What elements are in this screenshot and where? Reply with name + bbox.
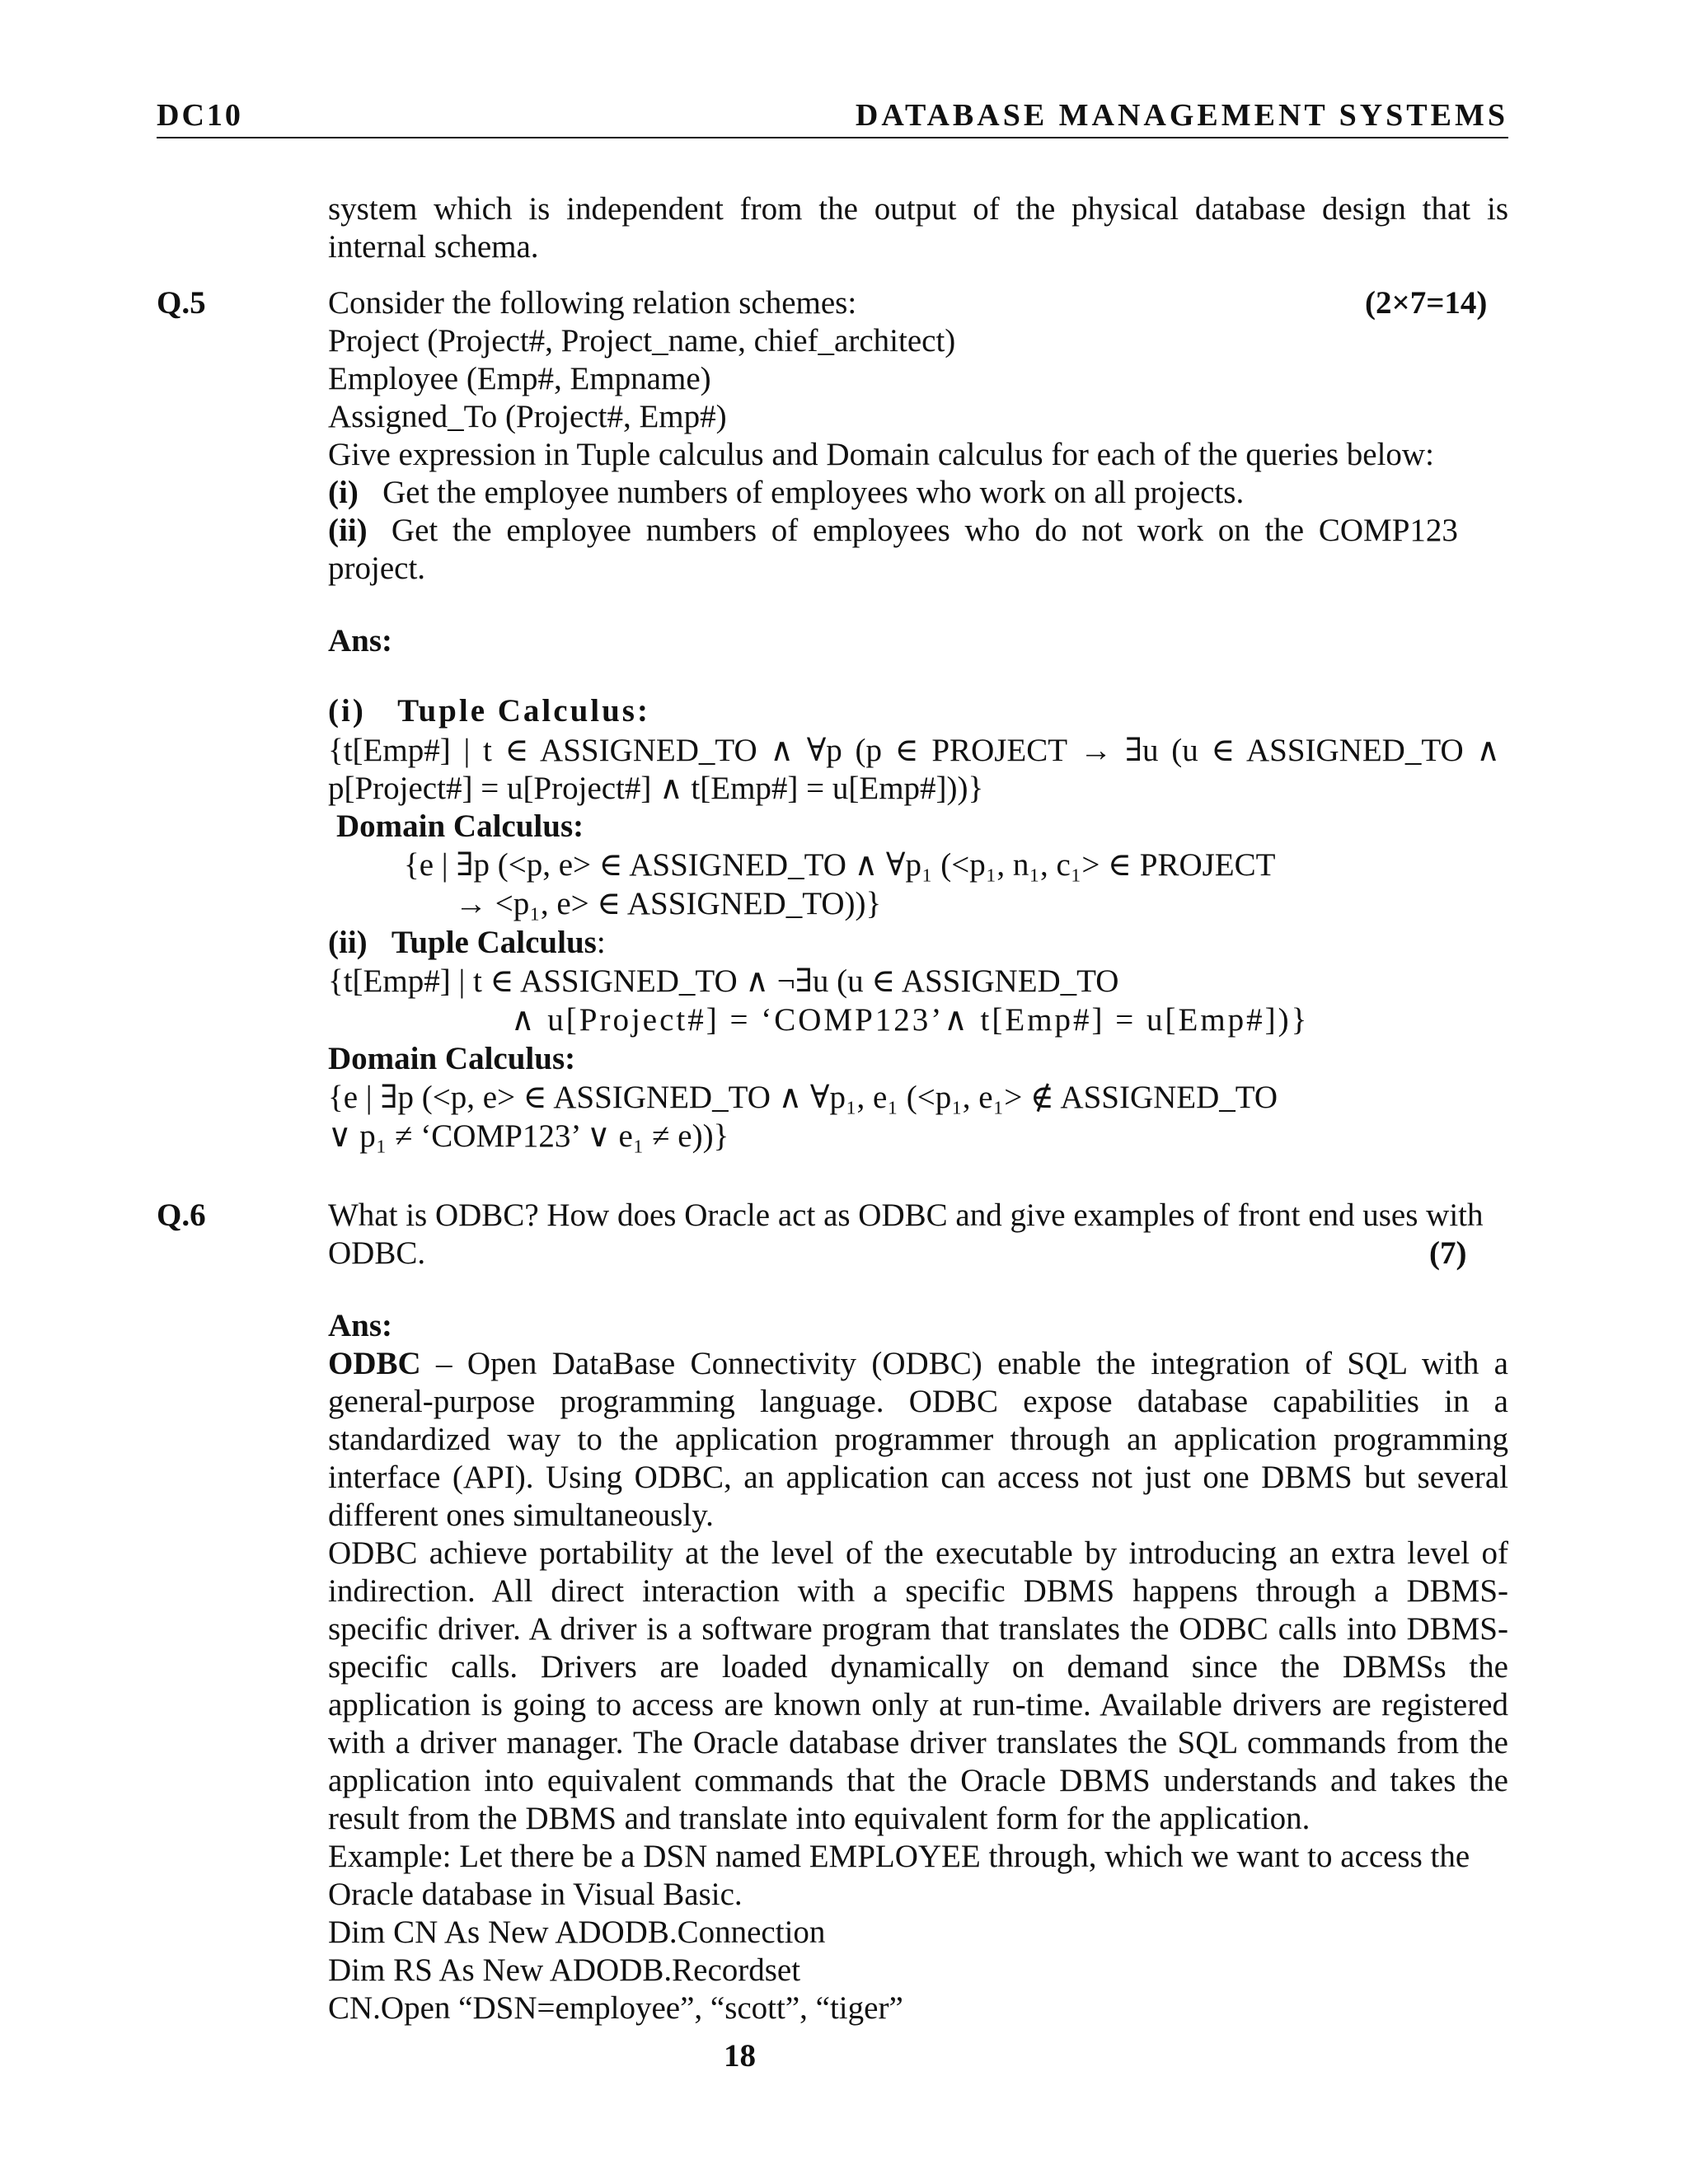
q6-para1-line-3: standardized way to the application programmer through an application programming (328, 1422, 1508, 1457)
q6-para1-line-5: different ones simultaneously. (328, 1497, 714, 1533)
q5-line-1: Consider the following relation schemes: (328, 285, 857, 321)
q6-para2-line-6: with a driver manager. The Oracle database driver translates the SQL commands from the (328, 1725, 1508, 1760)
q5-line-4: Assigned_To (Project#, Emp#) (328, 399, 727, 434)
q6-para2-line-3: specific driver. A driver is a software program that translates the ODBC calls into DBMS- (328, 1611, 1508, 1647)
q5-ii-tuple-line-1: {t[Emp#] | t ∈ ASSIGNED_TO ∧ ¬∃u (u ∈ ASSIGNED_TO (328, 963, 1119, 999)
intro-line-1: system which is independent from the output of the physical database design that is (328, 191, 1508, 227)
q6-code-line-3: CN.Open “DSN=employee”, “scott”, “tiger” (328, 1990, 903, 2026)
q6-code-line-2: Dim RS As New ADODB.Recordset (328, 1952, 801, 1988)
q5-ii-domain-line-1: {e | ∃p (<p, e> ∈ ASSIGNED_TO ∧ ∀p₁, e₁ (<p₁, e₁> ∉ ASSIGNED_TO (328, 1080, 1278, 1115)
q6-para1-line-1: ODBC – Open DataBase Connectivity (ODBC) enable the integration of SQL with a (328, 1346, 1508, 1381)
header-subject-title: DATABASE MANAGEMENT SYSTEMS (855, 98, 1508, 133)
page-number: 18 (724, 2038, 756, 2074)
question-number-q6: Q.6 (157, 1197, 206, 1233)
q5-ii-tuple-heading: (ii) Tuple Calculus: (328, 925, 606, 960)
q5-ii-tuple-line-2: ∧ u[Project#] = ‘COMP123’∧ t[Emp#] = u[Emp#])} (511, 1002, 1310, 1038)
q6-question-line-2: ODBC. (328, 1235, 426, 1271)
q5-i-tuple-line-1: {t[Emp#] | t ∈ ASSIGNED_TO ∧ ∀p (p ∈ PROJECT → ∃u (u ∈ ASSIGNED_TO ∧ (328, 733, 1500, 768)
q6-para2-line-8: result from the DBMS and translate into equivalent form for the application. (328, 1801, 1311, 1836)
page-header (157, 97, 1508, 138)
q5-i-domain-heading: Domain Calculus: (336, 808, 584, 844)
q6-para2-line-4: specific calls. Drivers are loaded dynamically on demand since the DBMSs the (328, 1649, 1508, 1685)
q5-answer-label: Ans: (328, 623, 393, 658)
q6-example-line-2: Oracle database in Visual Basic. (328, 1877, 743, 1912)
q5-i-tuple-line-2: p[Project#] = u[Project#] ∧ t[Emp#] = u[Emp#]))} (328, 771, 984, 806)
q5-line-3: Employee (Emp#, Empname) (328, 361, 711, 396)
q6-para1-line-2: general-purpose programming language. ODBC expose database capabilities in a (328, 1384, 1508, 1419)
q6-para2-line-7: application into equivalent commands that the Oracle DBMS understands and takes the (328, 1763, 1508, 1798)
q6-para2-line-5: application is going to access are known only at run-time. Available drivers are registered (328, 1687, 1508, 1722)
q5-i-tuple-heading: (i) Tuple Calculus: (328, 693, 650, 729)
q6-para2-line-1: ODBC achieve portability at the level of the executable by introducing an extra level of (328, 1535, 1508, 1571)
q5-ii-domain-line-2: ∨ p₁ ≠ ‘COMP123’ ∨ e₁ ≠ e))} (328, 1118, 729, 1154)
q5-part-ii: (ii) Get the employee numbers of employees who do not work on the COMP123 (328, 513, 1458, 548)
q6-example-line-1: Example: Let there be a DSN named EMPLOYEE through, which we want to access the (328, 1839, 1470, 1874)
question-number-q5: Q.5 (157, 285, 206, 321)
q5-line-5: Give expression in Tuple calculus and Domain calculus for each of the queries below: (328, 437, 1434, 472)
q6-para1-line-4: interface (API). Using ODBC, an application can access not just one DBMS but several (328, 1460, 1508, 1495)
header-course-code: DC10 (157, 98, 243, 133)
intro-line-2: internal schema. (328, 229, 539, 265)
q5-marks: (2×7=14) (1365, 285, 1488, 321)
q5-line-2: Project (Project#, Project_name, chief_architect) (328, 323, 956, 359)
q5-i-domain-line-1: {e | ∃p (<p, e> ∈ ASSIGNED_TO ∧ ∀p₁ (<p₁, n₁, c₁> ∈ PROJECT (404, 847, 1276, 883)
q6-answer-label: Ans: (328, 1308, 393, 1343)
q6-marks: (7) (1429, 1235, 1467, 1271)
q6-question-line-1: What is ODBC? How does Oracle act as ODBC and give examples of front end uses with (328, 1197, 1484, 1233)
q6-code-line-1: Dim CN As New ADODB.Connection (328, 1915, 826, 1950)
q5-part-i: (i) Get the employee numbers of employees who work on all projects. (328, 475, 1245, 510)
q6-para2-line-2: indirection. All direct interaction with a specific DBMS happens through a DBMS- (328, 1573, 1508, 1609)
q5-part-ii-cont: project. (328, 551, 426, 586)
q5-i-domain-line-2: → <p₁, e> ∈ ASSIGNED_TO))} (455, 886, 882, 921)
q5-ii-domain-heading: Domain Calculus: (328, 1041, 576, 1076)
